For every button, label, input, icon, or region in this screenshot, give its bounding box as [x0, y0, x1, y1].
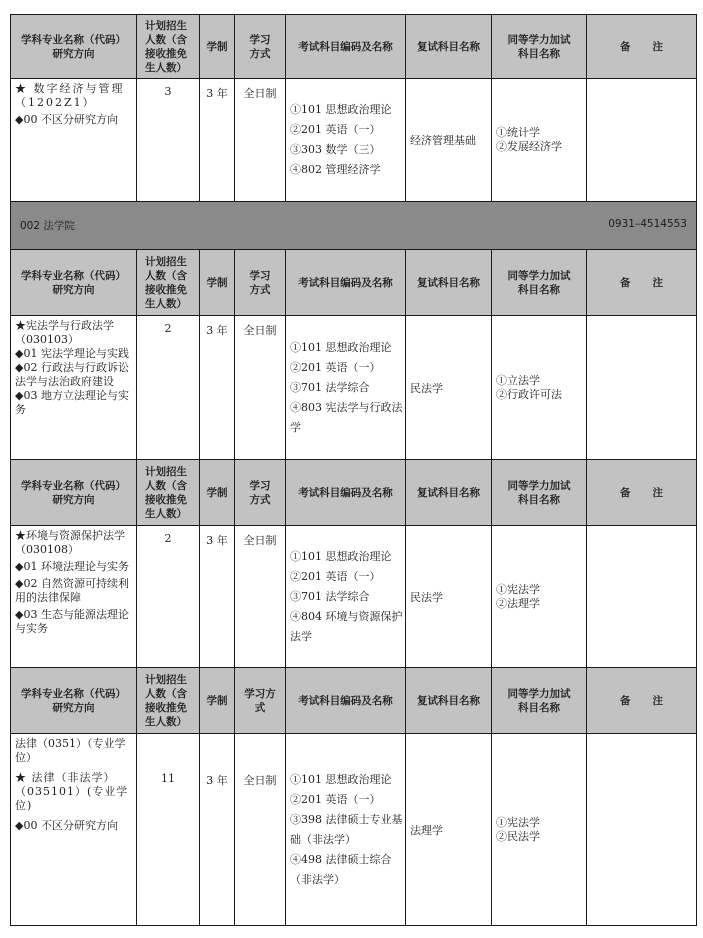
header-name-line: 学科专业名称（代码） — [21, 479, 126, 492]
header-exam: 考试科目编码及名称 — [286, 460, 406, 526]
header-remark-b: 注 — [652, 694, 663, 707]
header-extra-line: 同等学力加试 — [507, 479, 571, 492]
header-count-line: 接收推免 — [145, 47, 187, 60]
research-direction: ◆00 不区分研究方向 — [15, 819, 118, 832]
header-count-line: 计划招生 — [145, 255, 187, 268]
header-name-line: 研究方向 — [52, 283, 95, 296]
header-name — [11, 460, 137, 526]
retest-subject: 民法学 — [406, 526, 492, 668]
header-retest: 复试科目名称 — [406, 250, 492, 316]
exam-subjects — [286, 526, 406, 668]
header-mode-line: 学习 — [249, 479, 271, 492]
header-mode — [235, 668, 286, 734]
remark-cell — [587, 79, 697, 202]
header-name-line: 研究方向 — [52, 701, 95, 714]
extra-subject: ②发展经济学 — [496, 140, 562, 153]
exam-subject: ②201 英语（一） — [290, 792, 381, 806]
header-name — [11, 668, 137, 734]
exam-subject: ③701 法学综合 — [290, 380, 370, 394]
research-direction: ◆00 不区分研究方向 — [15, 113, 118, 126]
header-remark-b: 注 — [652, 486, 663, 499]
study-mode: 全日制 — [235, 526, 286, 668]
extra-subject: ①宪法学 — [496, 582, 540, 596]
header-count-line: 人数（含 — [145, 479, 187, 492]
research-direction: ◆02 行政法与行政诉讼法学与法治政府建设 — [15, 361, 129, 388]
extra-subject: ①宪法学 — [496, 815, 540, 829]
header-mode-line: 方式 — [249, 47, 271, 60]
research-direction: ◆01 环境法理论与实务 — [15, 560, 129, 573]
header-name-line: 学科专业名称（代码） — [21, 687, 126, 700]
header-count-line: 人数（含 — [145, 33, 187, 46]
header-duration: 学制 — [200, 250, 235, 316]
header-count-line: 计划招生 — [145, 673, 187, 686]
header-duration: 学制 — [200, 15, 235, 79]
header-extra — [492, 668, 587, 734]
header-retest: 复试科目名称 — [406, 668, 492, 734]
header-extra — [492, 15, 587, 79]
exam-subject: ③701 法学综合 — [290, 589, 370, 603]
header-count-line: 生人数） — [145, 715, 187, 728]
table-header-row — [11, 460, 697, 526]
exam-subject: ③398 法律硕士专业基础（非法学） — [290, 812, 403, 846]
enrollment-count: 2 — [137, 316, 200, 460]
exam-subject: ①101 思想政治理论 — [290, 549, 392, 563]
section-title: 002 法学院 — [20, 220, 75, 232]
exam-subject: ④498 法律硕士综合（非法学） — [290, 852, 392, 886]
header-remark-a: 备 — [620, 40, 631, 53]
extra-subjects — [492, 526, 587, 668]
program-name-cell — [11, 79, 137, 202]
exam-subject: ①101 思想政治理论 — [290, 340, 392, 354]
header-name-line: 研究方向 — [52, 493, 95, 506]
program-category: 法律（0351）（专业学位） — [15, 737, 126, 764]
header-exam: 考试科目编码及名称 — [286, 668, 406, 734]
header-name-line: 研究方向 — [52, 47, 95, 60]
header-extra — [492, 460, 587, 526]
program-name-cell — [11, 734, 137, 926]
exam-subjects — [286, 734, 406, 926]
study-mode: 全日制 — [235, 734, 286, 926]
header-count-line: 接收推免 — [145, 283, 187, 296]
header-count — [137, 250, 200, 316]
section-cell — [11, 202, 697, 250]
header-count — [137, 15, 200, 79]
remark-cell — [587, 526, 697, 668]
header-remark-b: 注 — [652, 40, 663, 53]
table-row — [11, 316, 697, 460]
header-remark-a: 备 — [620, 694, 631, 707]
header-count-line: 接收推免 — [145, 493, 187, 506]
header-name-line: 学科专业名称（代码） — [21, 33, 126, 46]
program-name-cell — [11, 316, 137, 460]
research-direction: ◆02 自然资源可持续利用的法律保障 — [15, 577, 129, 604]
header-extra-line: 科目名称 — [518, 701, 560, 714]
retest-subject: 经济管理基础 — [406, 79, 492, 202]
extra-subjects — [492, 316, 587, 460]
study-mode: 全日制 — [235, 79, 286, 202]
research-direction: ◆03 地方立法理论与实务 — [15, 389, 129, 416]
header-remark — [587, 250, 697, 316]
section-row — [11, 202, 697, 250]
header-mode-line: 方式 — [249, 493, 271, 506]
exam-subject: ④804 环境与资源保护法学 — [290, 609, 403, 643]
duration: 3 年 — [200, 79, 235, 202]
program-name: ★环境与资源保护法学（030108） — [15, 529, 125, 556]
exam-subject: ④803 宪法学与行政法学 — [290, 400, 403, 434]
exam-subjects — [286, 316, 406, 460]
header-count — [137, 668, 200, 734]
exam-subject: ③303 数学（三） — [290, 143, 381, 156]
header-extra-line: 同等学力加试 — [507, 687, 571, 700]
header-mode-line: 方式 — [249, 283, 271, 296]
exam-subject: ①101 思想政治理论 — [290, 772, 392, 786]
enrollment-count: 11 — [137, 734, 200, 926]
header-count-line: 计划招生 — [145, 465, 187, 478]
header-exam: 考试科目编码及名称 — [286, 250, 406, 316]
exam-subject: ②201 英语（一） — [290, 123, 381, 136]
header-name — [11, 15, 137, 79]
extra-subjects — [492, 79, 587, 202]
table-row — [11, 526, 697, 668]
header-remark-b: 注 — [652, 276, 663, 289]
exam-subject: ④802 管理经济学 — [290, 163, 381, 176]
header-mode — [235, 460, 286, 526]
header-count-line: 生人数） — [145, 297, 187, 310]
research-direction: ◆03 生态与能源法理论与实务 — [15, 608, 129, 635]
remark-cell — [587, 734, 697, 926]
header-mode-line: 式 — [254, 701, 266, 714]
duration: 3 年 — [200, 734, 235, 926]
header-count-line: 人数（含 — [145, 687, 187, 700]
program-name-cell — [11, 526, 137, 668]
header-mode-line: 学习方 — [244, 687, 276, 700]
header-name-line: 学科专业名称（代码） — [21, 269, 126, 282]
duration: 3 年 — [200, 316, 235, 460]
research-direction: ◆01 宪法学理论与实践 — [15, 347, 129, 360]
header-extra-line: 同等学力加试 — [507, 33, 571, 46]
enrollment-count: 2 — [137, 526, 200, 668]
header-remark — [587, 460, 697, 526]
header-extra-line: 同等学力加试 — [507, 269, 571, 282]
table-header-row — [11, 15, 697, 79]
header-mode — [235, 15, 286, 79]
program-name: ★ 数字经济与管理（1202Z1） — [15, 82, 125, 109]
admissions-table — [10, 14, 697, 926]
extra-subjects — [492, 734, 587, 926]
header-name — [11, 250, 137, 316]
header-count-line: 生人数） — [145, 61, 187, 74]
exam-subject: ②201 英语（一） — [290, 360, 381, 374]
header-count-line: 生人数） — [145, 507, 187, 520]
header-count-line: 人数（含 — [145, 269, 187, 282]
table-header-row — [11, 250, 697, 316]
header-mode-line: 学习 — [249, 33, 271, 46]
header-count — [137, 460, 200, 526]
header-count-line: 计划招生 — [145, 19, 187, 32]
extra-subject: ②行政许可法 — [496, 387, 562, 401]
header-extra-line: 科目名称 — [518, 283, 560, 296]
header-duration: 学制 — [200, 668, 235, 734]
retest-subject: 民法学 — [406, 316, 492, 460]
table-row — [11, 79, 697, 202]
extra-subject: ①统计学 — [496, 126, 540, 139]
header-retest: 复试科目名称 — [406, 15, 492, 79]
exam-subject: ①101 思想政治理论 — [290, 103, 392, 116]
section-phone: 0931–4514553 — [608, 218, 687, 230]
enrollment-count: 3 — [137, 79, 200, 202]
header-duration: 学制 — [200, 460, 235, 526]
retest-subject: 法理学 — [406, 734, 492, 926]
header-retest: 复试科目名称 — [406, 460, 492, 526]
header-exam: 考试科目编码及名称 — [286, 15, 406, 79]
program-name: ★宪法学与行政法学（030103） — [15, 319, 114, 346]
exam-subject: ②201 英语（一） — [290, 569, 381, 583]
table-row — [11, 734, 697, 926]
header-remark-a: 备 — [620, 276, 631, 289]
table-header-row — [11, 668, 697, 734]
header-extra-line: 科目名称 — [518, 47, 560, 60]
header-extra — [492, 250, 587, 316]
header-remark — [587, 668, 697, 734]
extra-subject: ②法理学 — [496, 596, 540, 610]
header-mode-line: 学习 — [249, 269, 271, 282]
header-remark-a: 备 — [620, 486, 631, 499]
extra-subject: ②民法学 — [496, 829, 540, 843]
header-remark — [587, 15, 697, 79]
duration: 3 年 — [200, 526, 235, 668]
remark-cell — [587, 316, 697, 460]
study-mode: 全日制 — [235, 316, 286, 460]
program-name: ★ 法律（非法学）（035101）(专业学位) — [15, 771, 129, 812]
header-extra-line: 科目名称 — [518, 493, 560, 506]
exam-subjects — [286, 79, 406, 202]
extra-subject: ①立法学 — [496, 373, 540, 387]
header-count-line: 接收推免 — [145, 701, 187, 714]
header-mode — [235, 250, 286, 316]
